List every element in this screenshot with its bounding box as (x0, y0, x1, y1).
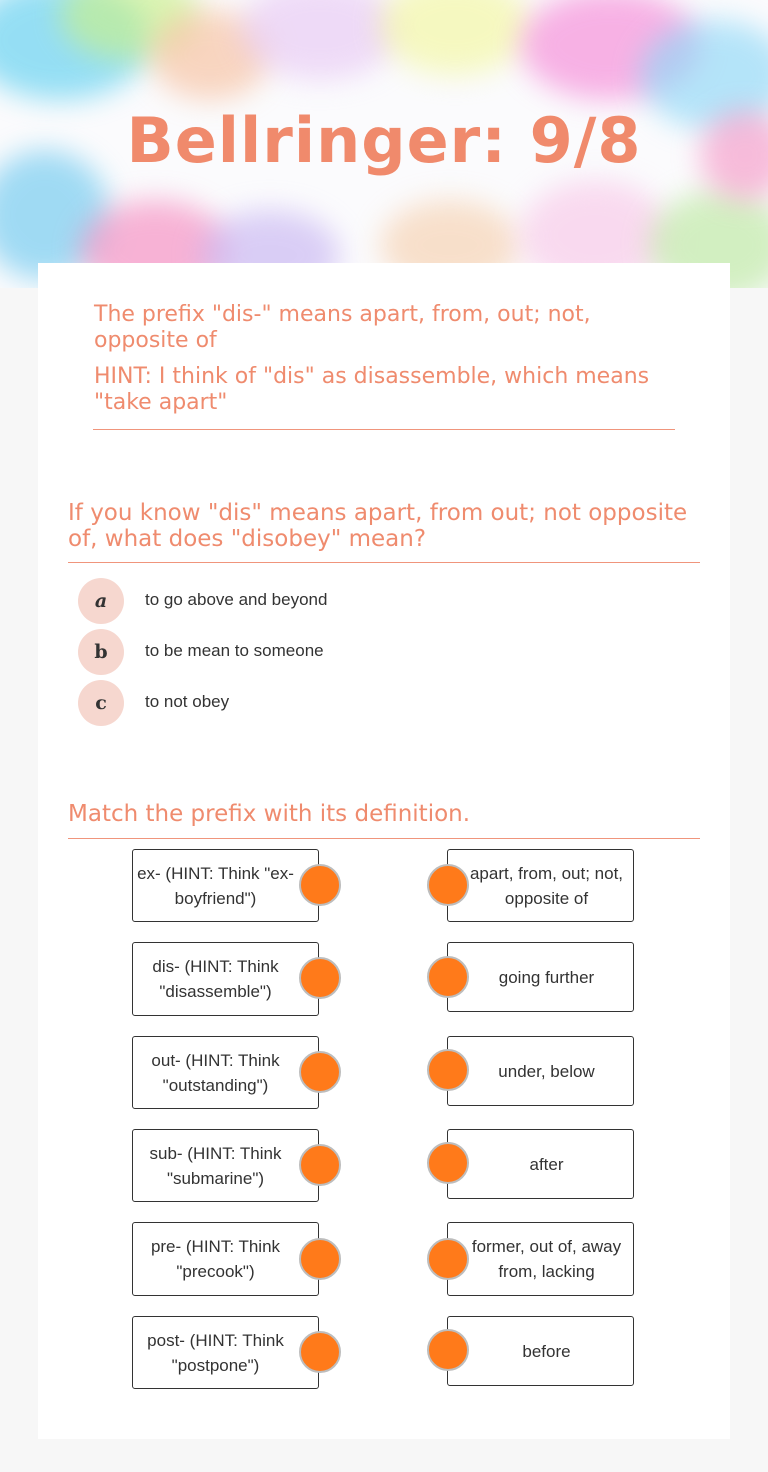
match-left-dot[interactable] (299, 1331, 341, 1373)
intro-text (94, 302, 674, 426)
option-letter-b: b (78, 629, 124, 675)
match-right-box[interactable]: former, out of, away from, lacking (447, 1222, 634, 1296)
match-left-dot[interactable] (299, 864, 341, 906)
match-left-dot[interactable] (299, 1238, 341, 1280)
question-1-prompt: If you know "dis" means apart, from out; not opposite of, what does "disobey" mean? (68, 500, 688, 552)
match-right-box[interactable]: before (447, 1316, 634, 1386)
option-b[interactable] (78, 629, 478, 675)
question-1-divider (68, 562, 700, 563)
match-right-dot[interactable] (427, 1142, 469, 1184)
match-left-dot[interactable] (299, 1144, 341, 1186)
match-left-box[interactable]: out- (HINT: Think "outstanding") (132, 1036, 319, 1109)
match-right-box[interactable]: after (447, 1129, 634, 1199)
question-2-prompt: Match the prefix with its definition. (68, 801, 471, 827)
match-left-box[interactable]: sub- (HINT: Think "submarine") (132, 1129, 319, 1202)
option-c[interactable] (78, 680, 478, 726)
option-text-a: to go above and beyond (145, 590, 328, 609)
page-title: Bellringer: 9/8 (126, 104, 642, 177)
match-left-box[interactable]: pre- (HINT: Think "precook") (132, 1222, 319, 1296)
intro-line-1: The prefix "dis-" means apart, from, out; not, opposite of (94, 302, 591, 353)
option-a[interactable] (78, 578, 478, 624)
match-left-dot[interactable] (299, 1051, 341, 1093)
match-right-box[interactable]: apart, from, out; not, opposite of (447, 849, 634, 922)
match-left-box[interactable]: dis- (HINT: Think "disassemble") (132, 942, 319, 1016)
intro-divider (93, 429, 675, 430)
match-right-box[interactable]: going further (447, 942, 634, 1012)
match-right-dot[interactable] (427, 1238, 469, 1280)
option-letter-c: c (78, 680, 124, 726)
question-2-divider (68, 838, 700, 839)
option-text-c: to not obey (145, 692, 230, 711)
option-letter-a: a (78, 578, 124, 624)
match-left-box[interactable]: post- (HINT: Think "postpone") (132, 1316, 319, 1389)
match-right-dot[interactable] (427, 1049, 469, 1091)
match-right-dot[interactable] (427, 956, 469, 998)
match-right-dot[interactable] (427, 864, 469, 906)
option-text-b: to be mean to someone (145, 641, 324, 660)
match-right-box[interactable]: under, below (447, 1036, 634, 1106)
match-left-box[interactable]: ex- (HINT: Think "ex-boyfriend") (132, 849, 319, 922)
intro-line-2: HINT: I think of "dis" as disassemble, which means "take apart" (94, 364, 650, 415)
match-left-dot[interactable] (299, 957, 341, 999)
match-right-dot[interactable] (427, 1329, 469, 1371)
